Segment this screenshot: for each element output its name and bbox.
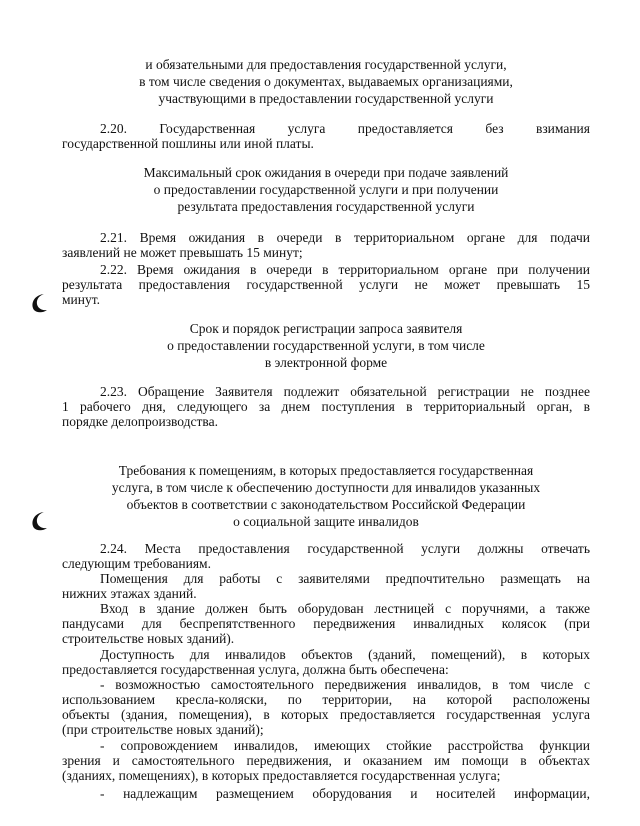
paragraph-line: предоставляется государственная услуга, должна быть обеспечена: <box>62 662 449 677</box>
paragraph-line: 2.20. Государственная услуга предоставляется без взимания <box>100 121 590 136</box>
paragraph-2-22 <box>62 262 590 307</box>
paragraph-line: минут. <box>62 292 101 307</box>
heading-line: в том числе сведения о документах, выдаваемых организациями, <box>139 74 513 89</box>
paragraph-line: 1 рабочего дня, следующего за днем поступления в территориальный орган, в <box>62 399 590 414</box>
paragraph-2-20 <box>62 121 590 151</box>
paragraph-accessibility <box>62 647 590 677</box>
heading-line: о социальной защите инвалидов <box>233 514 419 529</box>
paragraph-line: нижних этажах зданий. <box>62 586 197 601</box>
section-heading-waiting-time <box>62 164 590 215</box>
paragraph-entrance <box>62 601 590 646</box>
paragraph-line: (при строительстве новых зданий); <box>62 722 264 737</box>
paragraph-line: результата предоставления государственной услуги не может превышать 15 <box>62 277 590 292</box>
heading-line: Требования к помещениям, в которых предоставляется государственная <box>118 463 534 478</box>
paragraph-line: Доступность для инвалидов объектов (зданий, помещений), в которых <box>100 647 590 662</box>
paragraph-line: Помещения для работы с заявителями предпочтительно размещать на <box>100 571 590 586</box>
heading-line: Срок и порядок регистрации запроса заявителя <box>189 321 463 336</box>
crescent-mark-icon <box>28 292 50 314</box>
paragraph-line: строительстве новых зданий). <box>62 631 235 646</box>
heading-line: участвующими в предоставлении государственной услуги <box>158 91 494 106</box>
paragraph-line: использованием кресла-коляски, по территории, на которой расположены <box>62 692 590 707</box>
paragraph-line: 2.22. Время ожидания в очереди в территориальном органе при получении <box>100 262 590 277</box>
list-item-self-movement <box>62 677 590 737</box>
heading-line: результата предоставления государственной услуги <box>177 199 475 214</box>
paragraph-line: 2.23. Обращение Заявителя подлежит обязательной регистрации не позднее <box>100 384 590 399</box>
section-heading-documents <box>62 56 590 107</box>
paragraph-premises-floors <box>62 571 590 601</box>
heading-line: объектов в соответствии с законодательством Российской Федерации <box>126 497 526 512</box>
paragraph-line: 2.21. Время ожидания в очереди в территориальном органе для подачи <box>100 230 590 245</box>
paragraph-line: объекты (здания, помещения), в которых предоставляется государственная услуга <box>62 707 590 722</box>
paragraph-line: зрения и самостоятельного передвижения, и оказанием им помощи в объектах <box>62 753 590 768</box>
heading-line: о предоставлении государственной услуги и при получении <box>153 182 499 197</box>
paragraph-line: государственной пошлины или иной платы. <box>62 136 314 151</box>
list-item-escort <box>62 738 590 783</box>
paragraph-2-21 <box>62 230 590 260</box>
crescent-mark-icon <box>28 510 50 532</box>
paragraph-line: - надлежащим размещением оборудования и носителей информации, <box>100 786 590 801</box>
paragraph-2-23 <box>62 384 590 429</box>
heading-line: в электронной форме <box>264 355 388 370</box>
list-item-equipment <box>62 786 590 801</box>
paragraph-line: следующим требованиям. <box>62 556 211 571</box>
paragraph-line: Вход в здание должен быть оборудован лестницей с поручнями, а также <box>100 601 590 616</box>
heading-line: и обязательными для предоставления государственной услуги, <box>145 57 507 72</box>
paragraph-line: 2.24. Места предоставления государственной услуги должны отвечать <box>100 541 590 556</box>
heading-line: услуга, в том числе к обеспечению доступности для инвалидов указанных <box>111 480 541 495</box>
paragraph-line: заявлений не может превышать 15 минут; <box>62 245 303 260</box>
paragraph-2-24 <box>62 541 590 571</box>
paragraph-line: порядке делопроизводства. <box>62 414 218 429</box>
section-heading-registration <box>62 320 590 371</box>
paragraph-line: (зданиях, помещениях), в которых предоставляется государственная услуга; <box>62 768 501 783</box>
section-heading-premises <box>62 462 590 530</box>
paragraph-line: пандусами для беспрепятственного передвижения инвалидных колясок (при <box>62 616 590 631</box>
paragraph-line: - возможностью самостоятельного передвижения инвалидов, в том числе с <box>100 677 590 692</box>
paragraph-line: - сопровождением инвалидов, имеющих стойкие расстройства функции <box>100 738 590 753</box>
heading-line: о предоставлении государственной услуги, в том числе <box>167 338 485 353</box>
heading-line: Максимальный срок ожидания в очереди при подаче заявлений <box>143 165 509 180</box>
